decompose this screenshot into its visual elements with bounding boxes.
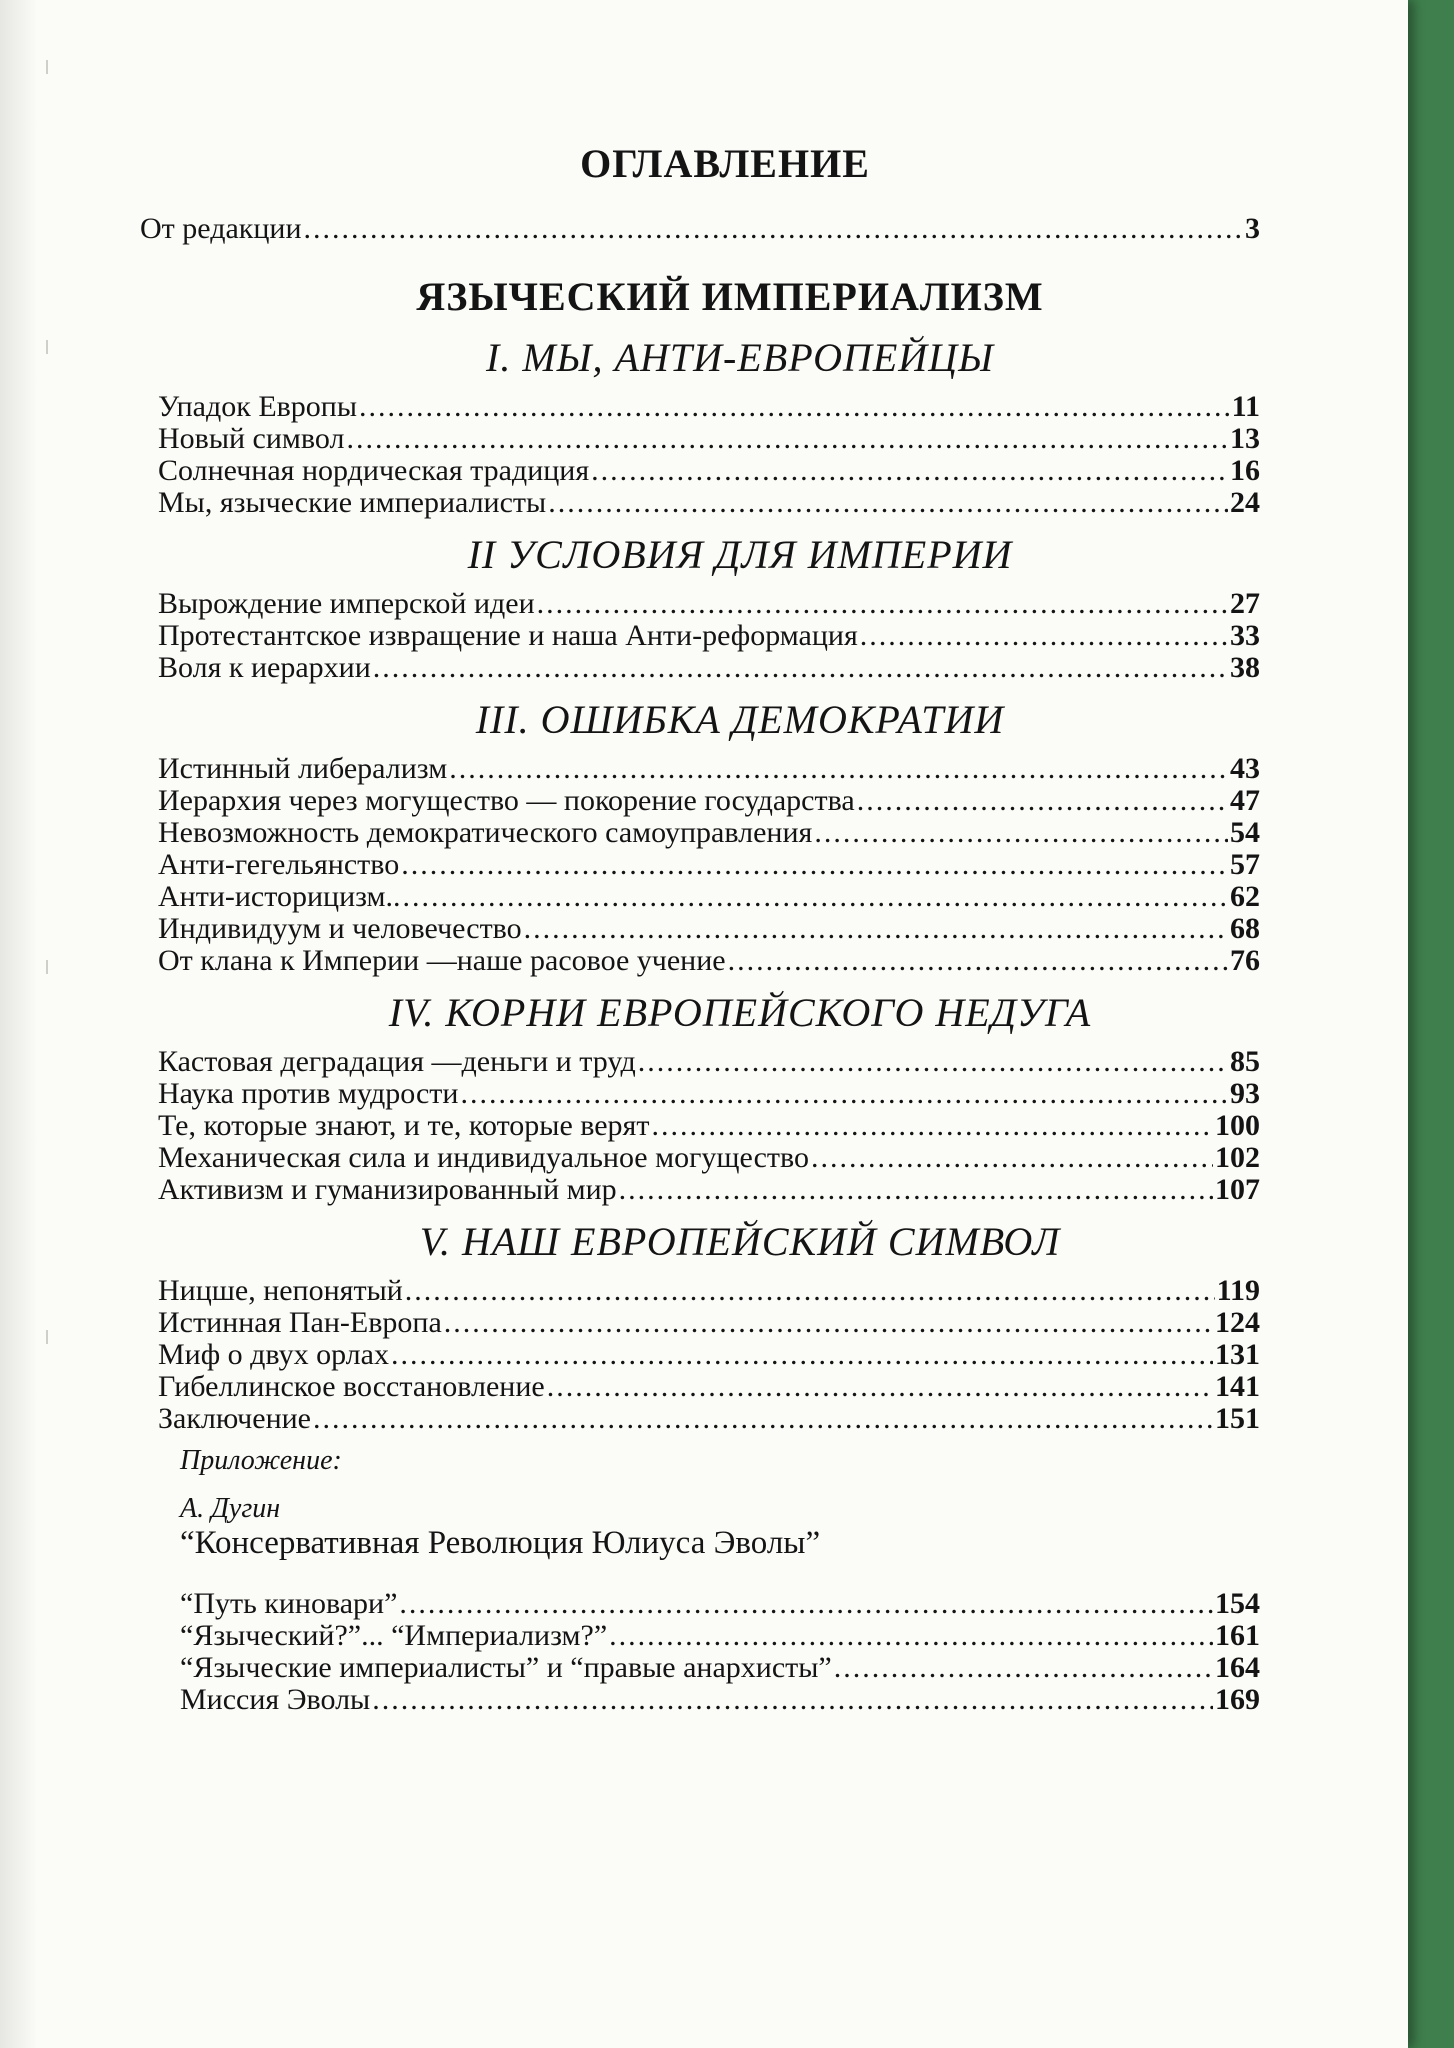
entry-page: 124 (1215, 1306, 1260, 1339)
entry-page: 119 (1216, 1274, 1260, 1307)
entry-title: Те, которые знают, и те, которые верят (158, 1109, 650, 1142)
dot-leader (346, 423, 1228, 455)
section-items (140, 1046, 1260, 1206)
dot-leader (460, 1078, 1228, 1110)
entry-title: Кастовая деградация —деньги и труд (158, 1045, 636, 1078)
entry-title: Воля к иерархии (158, 651, 371, 684)
dot-leader (399, 1588, 1213, 1620)
dot-leader (403, 881, 1228, 913)
toc-entry-intro (140, 213, 1260, 245)
entry-title: “Языческий?”... “Империализм?” (180, 1619, 608, 1652)
toc-entry (180, 1652, 1260, 1684)
dot-leader (638, 1046, 1228, 1078)
toc-entry (158, 785, 1260, 817)
dot-leader (524, 913, 1228, 945)
entry-page: 54 (1230, 816, 1260, 849)
entry-page: 93 (1230, 1077, 1260, 1110)
entry-title: От клана к Империи —наше расовое учение (158, 944, 726, 977)
entry-page: 13 (1230, 422, 1260, 455)
entry-title: Миссия Эволы (180, 1683, 371, 1716)
toc-entry (158, 652, 1260, 684)
section-title: II УСЛОВИЯ ДЛЯ ИМПЕРИИ (467, 532, 1013, 577)
section-items (140, 1275, 1260, 1435)
toc-entry (158, 487, 1260, 519)
entry-page: 169 (1215, 1683, 1260, 1716)
dot-leader (391, 1339, 1213, 1371)
dot-leader (313, 1403, 1213, 1435)
toc-title: ОГЛАВЛЕНИЕ (580, 141, 870, 186)
entry-page: 62 (1230, 880, 1260, 913)
entry-page: 27 (1230, 587, 1260, 620)
dot-leader (609, 1620, 1213, 1652)
entry-page: 141 (1215, 1370, 1260, 1403)
toc-entry (158, 913, 1260, 945)
entry-title: Активизм и гуманизированный мир (158, 1173, 617, 1206)
entry-title: “Путь киновари” (180, 1587, 398, 1620)
binding-stitch (46, 1330, 58, 1344)
dot-leader (405, 1275, 1215, 1307)
entry-title: Солнечная нордическая традиция (158, 454, 590, 487)
dot-leader (372, 1684, 1213, 1716)
entry-title: Мы, языческие империалисты (158, 486, 547, 519)
entry-page: 76 (1230, 944, 1260, 977)
appendix-items (140, 1588, 1260, 1716)
entry-title: Невозможность демократического самоуправления (158, 816, 813, 849)
toc-entry (180, 1620, 1260, 1652)
entry-title: Ницше, непонятый (158, 1274, 403, 1307)
entry-title: От редакции (140, 212, 302, 245)
toc-entry (158, 1078, 1260, 1110)
entry-page: 47 (1230, 784, 1260, 817)
entry-page: 33 (1230, 619, 1260, 652)
entry-title: Вырождение имперской идеи (158, 587, 535, 620)
toc-sections (140, 334, 1260, 1435)
entry-title: Протестантское извращение и наша Анти-реформация (158, 619, 858, 652)
entry-page: 11 (1231, 390, 1260, 423)
dot-leader (857, 785, 1228, 817)
section-title: III. ОШИБКА ДЕМОКРАТИИ (475, 697, 1005, 742)
entry-page: 38 (1230, 651, 1260, 684)
entry-page: 131 (1215, 1338, 1260, 1371)
section-items (140, 391, 1260, 519)
toc-section (140, 531, 1260, 684)
entry-title: “Языческие империалисты” и “правые анархисты” (180, 1651, 832, 1684)
appendix (140, 1445, 1260, 1716)
entry-title: Гибеллинское восстановление (158, 1370, 545, 1403)
binding-stitch (46, 60, 58, 74)
toc-entry (180, 1588, 1260, 1620)
dot-leader (373, 652, 1228, 684)
dot-leader (449, 753, 1228, 785)
entry-title: Миф о двух орлах (158, 1338, 389, 1371)
toc-entry (158, 391, 1260, 423)
entry-page: 24 (1230, 486, 1260, 519)
entry-page: 151 (1215, 1402, 1260, 1435)
entry-page: 107 (1215, 1173, 1260, 1206)
toc-entry (158, 945, 1260, 977)
dot-leader (304, 213, 1243, 245)
entry-title: Истинная Пан-Европа (158, 1306, 442, 1339)
toc-section (140, 989, 1260, 1206)
table-of-contents (140, 140, 1260, 1716)
section-title: IV. КОРНИ ЕВРОПЕЙСКОГО НЕДУГА (388, 990, 1092, 1035)
toc-section (140, 696, 1260, 977)
part-title: ЯЗЫЧЕСКИЙ ИМПЕРИАЛИЗМ (416, 274, 1044, 319)
toc-entry (158, 423, 1260, 455)
toc-entry (158, 1307, 1260, 1339)
dot-leader (401, 849, 1228, 881)
binding-stitch (46, 960, 58, 974)
entry-page: 164 (1215, 1651, 1260, 1684)
entry-title: Истинный либерализм (158, 752, 448, 785)
entry-title: Новый символ (158, 422, 345, 455)
entry-page: 43 (1230, 752, 1260, 785)
toc-entry (158, 455, 1260, 487)
toc-entry (158, 753, 1260, 785)
dot-leader (860, 620, 1228, 652)
entry-title: Анти-гегельянство (158, 848, 400, 881)
dot-leader (814, 817, 1228, 849)
dot-leader (728, 945, 1228, 977)
toc-entry (158, 1339, 1260, 1371)
toc-entry (158, 1142, 1260, 1174)
dot-leader (651, 1110, 1213, 1142)
appendix-label: Приложение: (180, 1445, 342, 1476)
dot-leader (834, 1652, 1213, 1684)
dot-leader (591, 455, 1228, 487)
toc-entry (158, 1110, 1260, 1142)
binding-stitch (46, 340, 58, 354)
entry-title: Механическая сила и индивидуальное могущество (158, 1141, 809, 1174)
section-title: V. НАШ ЕВРОПЕЙСКИЙ СИМВОЛ (419, 1219, 1061, 1264)
entry-page: 154 (1215, 1587, 1260, 1620)
dot-leader (811, 1142, 1213, 1174)
entry-title: Иерархия через могущество — покорение государства (158, 784, 855, 817)
toc-section (140, 1218, 1260, 1435)
appendix-author: А. Дугин (180, 1493, 281, 1524)
entry-page: 161 (1215, 1619, 1260, 1652)
dot-leader (547, 1371, 1213, 1403)
dot-leader (359, 391, 1230, 423)
toc-entry (158, 588, 1260, 620)
entry-page: 68 (1230, 912, 1260, 945)
toc-section (140, 334, 1260, 519)
entry-page: 102 (1215, 1141, 1260, 1174)
toc-entry (158, 620, 1260, 652)
toc-entry (158, 1275, 1260, 1307)
toc-entry (158, 1046, 1260, 1078)
toc-entry (158, 849, 1260, 881)
entry-page: 57 (1230, 848, 1260, 881)
entry-title: Индивидуум и человечество (158, 912, 522, 945)
dot-leader (548, 487, 1228, 519)
appendix-title: “Консервативная Революция Юлиуса Эволы” (180, 1525, 821, 1561)
dot-leader (444, 1307, 1213, 1339)
entry-page: 16 (1230, 454, 1260, 487)
entry-title: Наука против мудрости (158, 1077, 459, 1110)
toc-entry (158, 1403, 1260, 1435)
dot-leader (619, 1174, 1213, 1206)
entry-page: 85 (1230, 1045, 1260, 1078)
toc-entry (158, 817, 1260, 849)
toc-entry (180, 1684, 1260, 1716)
section-items (140, 753, 1260, 977)
section-items (140, 588, 1260, 684)
toc-entry (158, 1174, 1260, 1206)
entry-page: 100 (1215, 1109, 1260, 1142)
entry-page: 3 (1245, 212, 1260, 245)
entry-title: Заключение (158, 1402, 311, 1435)
toc-entry (158, 881, 1260, 913)
section-title: I. МЫ, АНТИ-ЕВРОПЕЙЦЫ (486, 335, 994, 380)
entry-title: Упадок Европы (158, 390, 358, 423)
entry-title: Анти-историцизм.. (158, 880, 401, 913)
toc-entry (158, 1371, 1260, 1403)
dot-leader (537, 588, 1228, 620)
